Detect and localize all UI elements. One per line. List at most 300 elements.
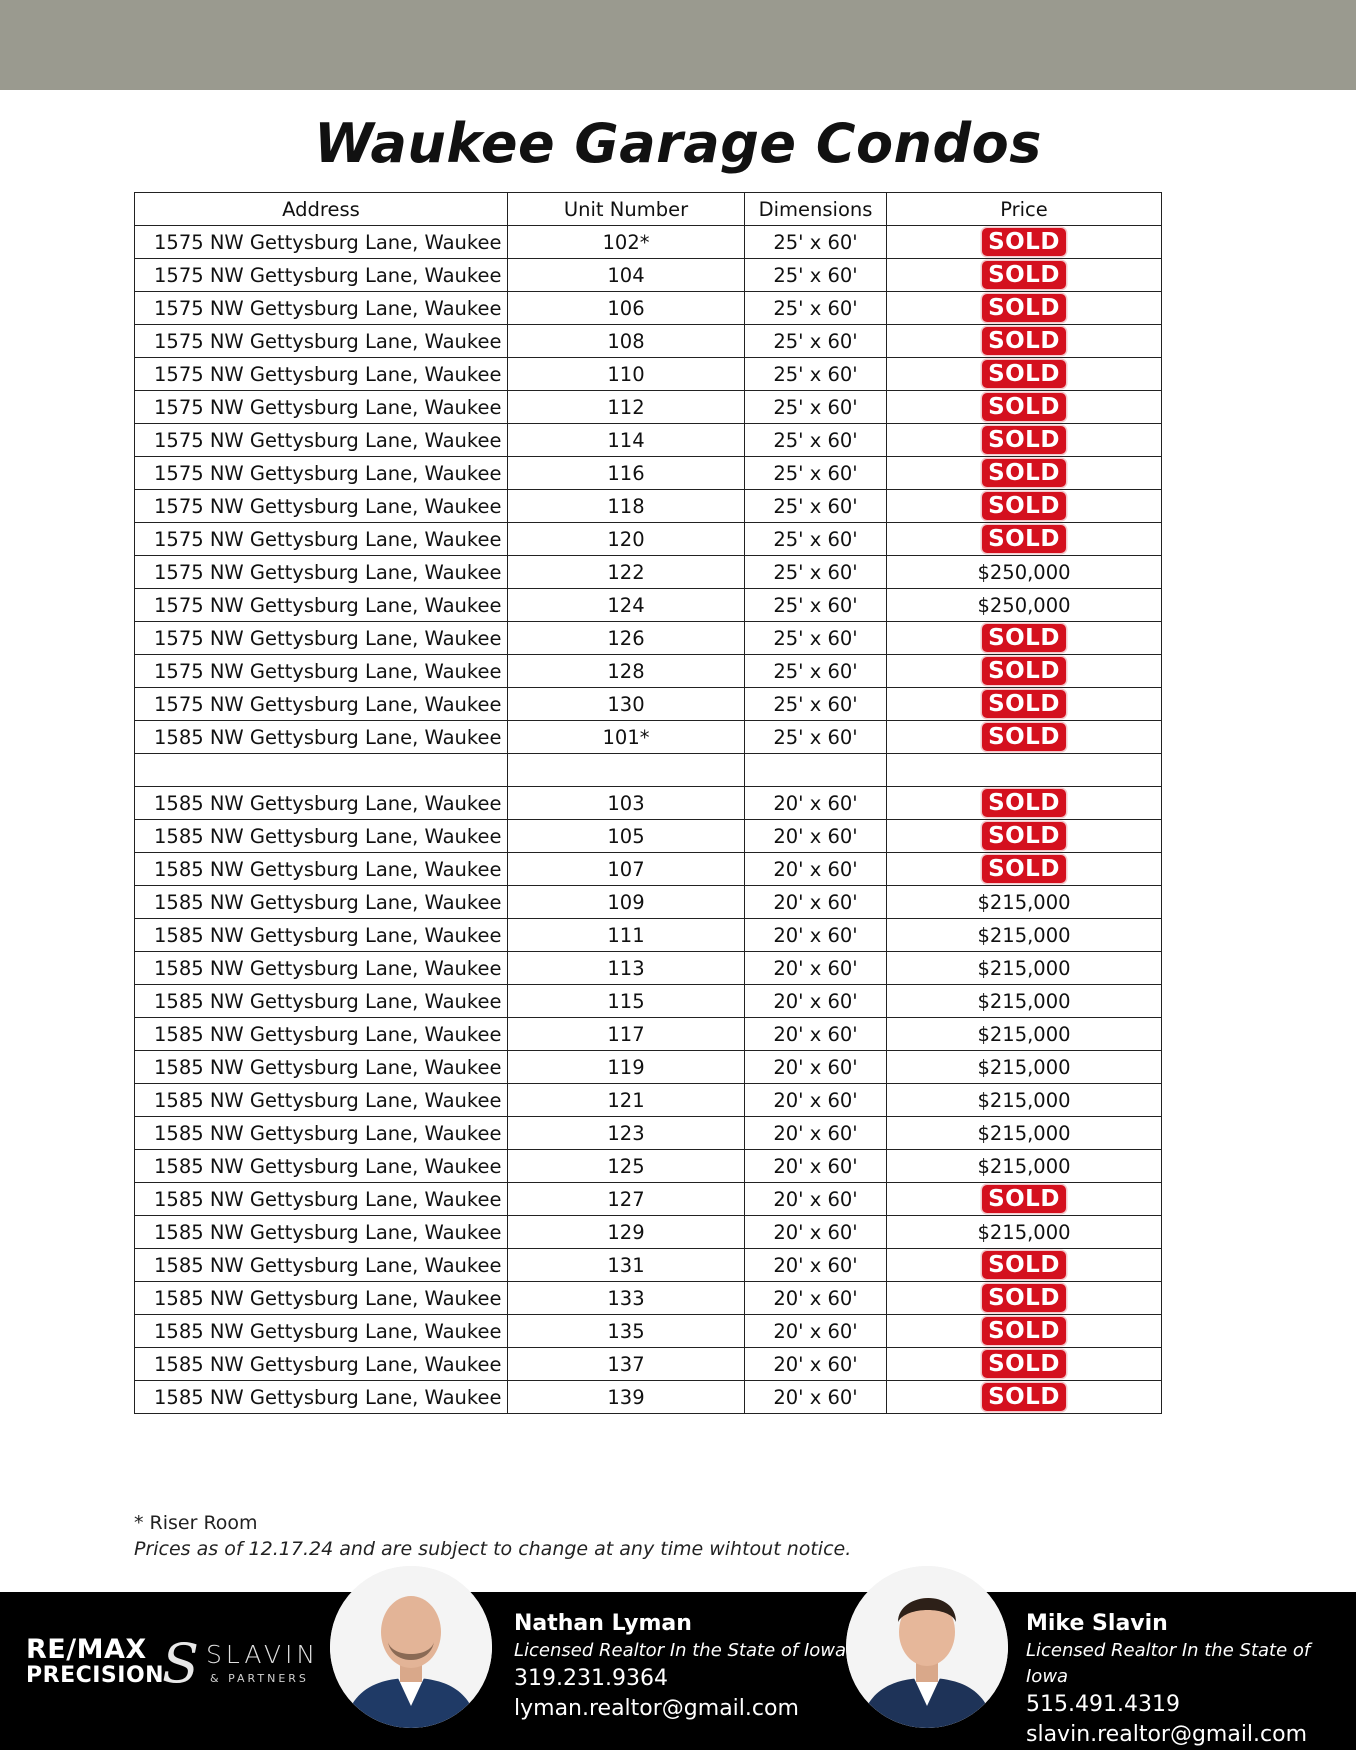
table-row xyxy=(135,1315,1162,1348)
agent-name: Mike Slavin xyxy=(1026,1611,1168,1636)
unit-text: 120 xyxy=(607,527,645,551)
price-cell xyxy=(887,1051,1162,1084)
dimensions-text: 25' x 60' xyxy=(773,626,858,650)
dimensions-text: 20' x 60' xyxy=(773,1253,858,1277)
unit-cell xyxy=(508,622,745,655)
table-row xyxy=(135,523,1162,556)
unit-cell xyxy=(508,1150,745,1183)
dimensions-text: 20' x 60' xyxy=(773,1022,858,1046)
dimensions-cell xyxy=(745,1018,887,1051)
unit-cell xyxy=(508,787,745,820)
address-text: 1585 NW Gettysburg Lane, Waukee xyxy=(154,989,502,1013)
dimensions-text: 25' x 60' xyxy=(773,263,858,287)
unit-text: 124 xyxy=(607,593,645,617)
unit-cell xyxy=(508,391,745,424)
agent-phone[interactable]: 515.491.4319 xyxy=(1026,1692,1180,1717)
dimensions-cell xyxy=(745,292,887,325)
agent-name: Nathan Lyman xyxy=(514,1611,692,1636)
price-cell xyxy=(887,1183,1162,1216)
table-row xyxy=(135,655,1162,688)
price-cell xyxy=(887,259,1162,292)
price-cell xyxy=(887,1249,1162,1282)
dimensions-text: 25' x 60' xyxy=(773,395,858,419)
table-row xyxy=(135,292,1162,325)
unit-text: 119 xyxy=(607,1055,645,1079)
address-cell xyxy=(135,853,508,886)
address-cell xyxy=(135,457,508,490)
dimensions-text: 25' x 60' xyxy=(773,461,858,485)
sold-badge: SOLD xyxy=(982,789,1066,817)
address-text: 1575 NW Gettysburg Lane, Waukee xyxy=(154,329,502,353)
sold-badge: SOLD xyxy=(982,459,1066,487)
address-text: 1575 NW Gettysburg Lane, Waukee xyxy=(154,428,502,452)
address-cell xyxy=(135,1150,508,1183)
unit-text: 107 xyxy=(607,857,645,881)
price-value: $215,000 xyxy=(977,989,1071,1013)
address-cell xyxy=(135,1282,508,1315)
unit-cell xyxy=(508,424,745,457)
unit-text: 131 xyxy=(607,1253,645,1277)
sold-badge: SOLD xyxy=(982,1251,1066,1279)
table-row xyxy=(135,1381,1162,1414)
price-cell xyxy=(887,721,1162,754)
table-row xyxy=(135,1117,1162,1150)
unit-text: 115 xyxy=(607,989,645,1013)
agent-card-nathan xyxy=(514,1610,846,1724)
address-cell xyxy=(135,1381,508,1414)
unit-text: 117 xyxy=(607,1022,645,1046)
dimensions-cell xyxy=(745,1249,887,1282)
unit-text: 126 xyxy=(607,626,645,650)
unit-text: 116 xyxy=(607,461,645,485)
avatar-mike-icon xyxy=(846,1566,1008,1728)
dimensions-cell xyxy=(745,919,887,952)
dimensions-cell xyxy=(745,985,887,1018)
dimensions-text: 25' x 60' xyxy=(773,725,858,749)
dimensions-cell xyxy=(745,1216,887,1249)
dimensions-cell xyxy=(745,754,887,787)
table-row xyxy=(135,622,1162,655)
address-text: 1585 NW Gettysburg Lane, Waukee xyxy=(154,923,502,947)
address-cell xyxy=(135,622,508,655)
table-row xyxy=(135,589,1162,622)
unit-text: 129 xyxy=(607,1220,645,1244)
agent-phone[interactable]: 319.231.9364 xyxy=(514,1666,668,1691)
dimensions-text: 25' x 60' xyxy=(773,362,858,386)
address-cell xyxy=(135,424,508,457)
sold-badge: SOLD xyxy=(982,855,1066,883)
price-value: $250,000 xyxy=(977,560,1071,584)
dimensions-cell xyxy=(745,424,887,457)
address-text: 1585 NW Gettysburg Lane, Waukee xyxy=(154,1154,502,1178)
header-address: Address xyxy=(135,193,508,226)
address-text: 1585 NW Gettysburg Lane, Waukee xyxy=(154,1055,502,1079)
dimensions-text: 25' x 60' xyxy=(773,428,858,452)
dimensions-text: 20' x 60' xyxy=(773,1220,858,1244)
address-cell xyxy=(135,1018,508,1051)
address-text: 1575 NW Gettysburg Lane, Waukee xyxy=(154,461,502,485)
agent-email[interactable]: slavin.realtor@gmail.com xyxy=(1026,1722,1308,1747)
slavin-logo-name: SLAVIN xyxy=(206,1640,320,1669)
unit-text: 108 xyxy=(607,329,645,353)
dimensions-cell xyxy=(745,1150,887,1183)
dimensions-text: 25' x 60' xyxy=(773,296,858,320)
sold-badge: SOLD xyxy=(982,360,1066,388)
address-text: 1575 NW Gettysburg Lane, Waukee xyxy=(154,626,502,650)
table-row xyxy=(135,391,1162,424)
price-cell xyxy=(887,1315,1162,1348)
unit-cell xyxy=(508,1381,745,1414)
table-row xyxy=(135,1150,1162,1183)
unit-cell xyxy=(508,1282,745,1315)
address-cell xyxy=(135,1183,508,1216)
sold-badge: SOLD xyxy=(982,723,1066,751)
address-cell xyxy=(135,787,508,820)
price-cell xyxy=(887,589,1162,622)
unit-cell xyxy=(508,259,745,292)
address-text: 1585 NW Gettysburg Lane, Waukee xyxy=(154,1352,502,1376)
slavin-logo-sub: & PARTNERS xyxy=(210,1672,309,1685)
table-row xyxy=(135,1084,1162,1117)
table-header-row xyxy=(135,193,1162,226)
unit-text: 114 xyxy=(607,428,645,452)
dimensions-text: 25' x 60' xyxy=(773,692,858,716)
address-cell xyxy=(135,1117,508,1150)
sold-badge: SOLD xyxy=(982,1317,1066,1345)
dimensions-text: 20' x 60' xyxy=(773,1319,858,1343)
price-cell xyxy=(887,952,1162,985)
address-text: 1575 NW Gettysburg Lane, Waukee xyxy=(154,527,502,551)
price-disclaimer: Prices as of 12.17.24 and are subject to change at any time wihtout notice. xyxy=(134,1538,852,1560)
address-cell xyxy=(135,325,508,358)
table-row xyxy=(135,886,1162,919)
header-dimensions: Dimensions xyxy=(745,193,887,226)
unit-cell xyxy=(508,886,745,919)
price-cell xyxy=(887,688,1162,721)
unit-cell xyxy=(508,358,745,391)
price-value: $215,000 xyxy=(977,1154,1071,1178)
price-cell xyxy=(887,820,1162,853)
table-row xyxy=(135,556,1162,589)
table-row xyxy=(135,226,1162,259)
unit-text: 139 xyxy=(607,1385,645,1409)
address-text: 1575 NW Gettysburg Lane, Waukee xyxy=(154,659,502,683)
address-cell xyxy=(135,1051,508,1084)
address-text: 1585 NW Gettysburg Lane, Waukee xyxy=(154,725,502,749)
address-text: 1585 NW Gettysburg Lane, Waukee xyxy=(154,1121,502,1145)
unit-cell xyxy=(508,754,745,787)
price-cell xyxy=(887,523,1162,556)
address-text: 1585 NW Gettysburg Lane, Waukee xyxy=(154,1253,502,1277)
unit-text: 102* xyxy=(602,230,650,254)
unit-cell xyxy=(508,457,745,490)
dimensions-cell xyxy=(745,259,887,292)
remax-logo-text: RE/MAX xyxy=(26,1634,147,1665)
table-row xyxy=(135,424,1162,457)
sold-badge: SOLD xyxy=(982,690,1066,718)
address-text: 1575 NW Gettysburg Lane, Waukee xyxy=(154,230,502,254)
price-cell xyxy=(887,457,1162,490)
dimensions-text: 20' x 60' xyxy=(773,1055,858,1079)
sold-badge: SOLD xyxy=(982,426,1066,454)
unit-cell xyxy=(508,1018,745,1051)
address-text: 1585 NW Gettysburg Lane, Waukee xyxy=(154,1088,502,1112)
unit-cell xyxy=(508,1183,745,1216)
page-title: Waukee Garage Condos xyxy=(314,112,1042,175)
table-row xyxy=(135,688,1162,721)
sold-badge: SOLD xyxy=(982,393,1066,421)
dimensions-cell xyxy=(745,820,887,853)
dimensions-text: 25' x 60' xyxy=(773,560,858,584)
unit-cell xyxy=(508,1051,745,1084)
unit-text: 109 xyxy=(607,890,645,914)
dimensions-cell xyxy=(745,787,887,820)
unit-cell xyxy=(508,226,745,259)
table-row xyxy=(135,1249,1162,1282)
unit-text: 110 xyxy=(607,362,645,386)
address-text: 1585 NW Gettysburg Lane, Waukee xyxy=(154,1220,502,1244)
dimensions-cell xyxy=(745,1282,887,1315)
header-unit-number: Unit Number xyxy=(508,193,745,226)
slavin-logo-mark: S xyxy=(162,1632,199,1695)
address-cell xyxy=(135,688,508,721)
unit-cell xyxy=(508,589,745,622)
table-row xyxy=(135,457,1162,490)
dimensions-text: 20' x 60' xyxy=(773,1088,858,1112)
unit-cell xyxy=(508,1084,745,1117)
price-cell xyxy=(887,292,1162,325)
price-cell xyxy=(887,1348,1162,1381)
dimensions-cell xyxy=(745,523,887,556)
unit-text: 127 xyxy=(607,1187,645,1211)
price-cell xyxy=(887,1117,1162,1150)
address-cell xyxy=(135,292,508,325)
price-cell xyxy=(887,325,1162,358)
address-cell xyxy=(135,754,508,787)
unit-cell xyxy=(508,688,745,721)
avatar-nathan-icon xyxy=(330,1566,492,1728)
address-cell xyxy=(135,358,508,391)
address-cell xyxy=(135,655,508,688)
address-cell xyxy=(135,886,508,919)
unit-text: 106 xyxy=(607,296,645,320)
table-row xyxy=(135,985,1162,1018)
dimensions-cell xyxy=(745,457,887,490)
address-cell xyxy=(135,820,508,853)
dimensions-cell xyxy=(745,688,887,721)
sold-badge: SOLD xyxy=(982,624,1066,652)
address-text: 1585 NW Gettysburg Lane, Waukee xyxy=(154,857,502,881)
remax-precision-logo xyxy=(26,1634,165,1689)
agent-email[interactable]: lyman.realtor@gmail.com xyxy=(514,1696,799,1721)
address-cell xyxy=(135,556,508,589)
table-row xyxy=(135,1051,1162,1084)
unit-text: 121 xyxy=(607,1088,645,1112)
address-cell xyxy=(135,490,508,523)
agent-license: Licensed Realtor In the State of Iowa xyxy=(514,1640,847,1661)
unit-text: 105 xyxy=(607,824,645,848)
address-cell xyxy=(135,259,508,292)
unit-cell xyxy=(508,523,745,556)
address-cell xyxy=(135,1216,508,1249)
address-cell xyxy=(135,985,508,1018)
dimensions-cell xyxy=(745,1381,887,1414)
address-text: 1585 NW Gettysburg Lane, Waukee xyxy=(154,890,502,914)
unit-text: 137 xyxy=(607,1352,645,1376)
price-cell xyxy=(887,853,1162,886)
table-row xyxy=(135,1183,1162,1216)
dimensions-cell xyxy=(745,589,887,622)
dimensions-cell xyxy=(745,490,887,523)
address-cell xyxy=(135,226,508,259)
dimensions-text: 20' x 60' xyxy=(773,923,858,947)
dimensions-cell xyxy=(745,1084,887,1117)
dimensions-cell xyxy=(745,1315,887,1348)
price-cell xyxy=(887,490,1162,523)
dimensions-text: 20' x 60' xyxy=(773,1286,858,1310)
dimensions-cell xyxy=(745,622,887,655)
price-cell xyxy=(887,556,1162,589)
dimensions-text: 25' x 60' xyxy=(773,329,858,353)
table-row xyxy=(135,358,1162,391)
table-row xyxy=(135,787,1162,820)
unit-text: 111 xyxy=(607,923,645,947)
dimensions-text: 20' x 60' xyxy=(773,1154,858,1178)
unit-cell xyxy=(508,985,745,1018)
table-row xyxy=(135,259,1162,292)
unit-cell xyxy=(508,556,745,589)
dimensions-text: 25' x 60' xyxy=(773,593,858,617)
price-cell xyxy=(887,622,1162,655)
top-banner xyxy=(0,0,1356,90)
unit-cell xyxy=(508,325,745,358)
unit-cell xyxy=(508,952,745,985)
address-text: 1585 NW Gettysburg Lane, Waukee xyxy=(154,1022,502,1046)
price-cell xyxy=(887,1150,1162,1183)
address-text: 1575 NW Gettysburg Lane, Waukee xyxy=(154,395,502,419)
table-row xyxy=(135,820,1162,853)
price-cell xyxy=(887,391,1162,424)
price-value: $215,000 xyxy=(977,1022,1071,1046)
unit-cell xyxy=(508,1249,745,1282)
sold-badge: SOLD xyxy=(982,1383,1066,1411)
price-value: $215,000 xyxy=(977,1055,1071,1079)
dimensions-text: 25' x 60' xyxy=(773,494,858,518)
dimensions-text: 25' x 60' xyxy=(773,230,858,254)
price-cell xyxy=(887,226,1162,259)
table-row xyxy=(135,952,1162,985)
agent-license: Licensed Realtor In the State of Iowa xyxy=(1026,1640,1311,1687)
dimensions-cell xyxy=(745,952,887,985)
price-value: $215,000 xyxy=(977,956,1071,980)
dimensions-text: 20' x 60' xyxy=(773,1121,858,1145)
price-cell xyxy=(887,985,1162,1018)
dimensions-cell xyxy=(745,391,887,424)
dimensions-cell xyxy=(745,1183,887,1216)
unit-cell xyxy=(508,292,745,325)
unit-cell xyxy=(508,655,745,688)
address-text: 1585 NW Gettysburg Lane, Waukee xyxy=(154,1187,502,1211)
table-row xyxy=(135,853,1162,886)
address-text: 1585 NW Gettysburg Lane, Waukee xyxy=(154,1286,502,1310)
dimensions-cell xyxy=(745,1117,887,1150)
price-value: $215,000 xyxy=(977,923,1071,947)
unit-text: 101* xyxy=(602,725,650,749)
sold-badge: SOLD xyxy=(982,1284,1066,1312)
dimensions-text: 20' x 60' xyxy=(773,956,858,980)
address-text: 1575 NW Gettysburg Lane, Waukee xyxy=(154,362,502,386)
address-text: 1575 NW Gettysburg Lane, Waukee xyxy=(154,560,502,584)
header-price: Price xyxy=(887,193,1162,226)
price-value: $215,000 xyxy=(977,890,1071,914)
table-row xyxy=(135,721,1162,754)
price-cell xyxy=(887,655,1162,688)
dimensions-text: 20' x 60' xyxy=(773,824,858,848)
address-cell xyxy=(135,721,508,754)
agent-photo-nathan xyxy=(330,1566,492,1728)
dimensions-text: 20' x 60' xyxy=(773,1385,858,1409)
sold-badge: SOLD xyxy=(982,822,1066,850)
price-cell xyxy=(887,424,1162,457)
price-cell xyxy=(887,919,1162,952)
unit-text: 125 xyxy=(607,1154,645,1178)
sold-badge: SOLD xyxy=(982,1350,1066,1378)
address-text: 1575 NW Gettysburg Lane, Waukee xyxy=(154,593,502,617)
dimensions-cell xyxy=(745,556,887,589)
table-row xyxy=(135,1018,1162,1051)
price-cell xyxy=(887,754,1162,787)
unit-cell xyxy=(508,490,745,523)
precision-logo-text: PRECISION xyxy=(26,1663,165,1688)
dimensions-text: 25' x 60' xyxy=(773,527,858,551)
unit-cell xyxy=(508,853,745,886)
dimensions-cell xyxy=(745,226,887,259)
unit-text: 104 xyxy=(607,263,645,287)
address-text: 1575 NW Gettysburg Lane, Waukee xyxy=(154,692,502,716)
unit-text: 118 xyxy=(607,494,645,518)
price-cell xyxy=(887,886,1162,919)
address-text: 1585 NW Gettysburg Lane, Waukee xyxy=(154,956,502,980)
unit-text: 113 xyxy=(607,956,645,980)
price-cell xyxy=(887,787,1162,820)
sold-badge: SOLD xyxy=(982,327,1066,355)
address-cell xyxy=(135,589,508,622)
address-cell xyxy=(135,523,508,556)
price-value: $215,000 xyxy=(977,1121,1071,1145)
address-cell xyxy=(135,1249,508,1282)
price-cell xyxy=(887,1216,1162,1249)
unit-cell xyxy=(508,820,745,853)
dimensions-cell xyxy=(745,721,887,754)
sold-badge: SOLD xyxy=(982,492,1066,520)
unit-text: 112 xyxy=(607,395,645,419)
condo-table xyxy=(134,192,1162,1414)
table-row xyxy=(135,325,1162,358)
unit-cell xyxy=(508,1117,745,1150)
sold-badge: SOLD xyxy=(982,228,1066,256)
dimensions-cell xyxy=(745,358,887,391)
unit-cell xyxy=(508,1315,745,1348)
address-cell xyxy=(135,391,508,424)
address-cell xyxy=(135,919,508,952)
dimensions-text: 20' x 60' xyxy=(773,791,858,815)
riser-note: * Riser Room xyxy=(134,1512,258,1534)
price-cell xyxy=(887,1282,1162,1315)
unit-text: 103 xyxy=(607,791,645,815)
sold-badge: SOLD xyxy=(982,261,1066,289)
table-row xyxy=(135,919,1162,952)
price-cell xyxy=(887,1084,1162,1117)
